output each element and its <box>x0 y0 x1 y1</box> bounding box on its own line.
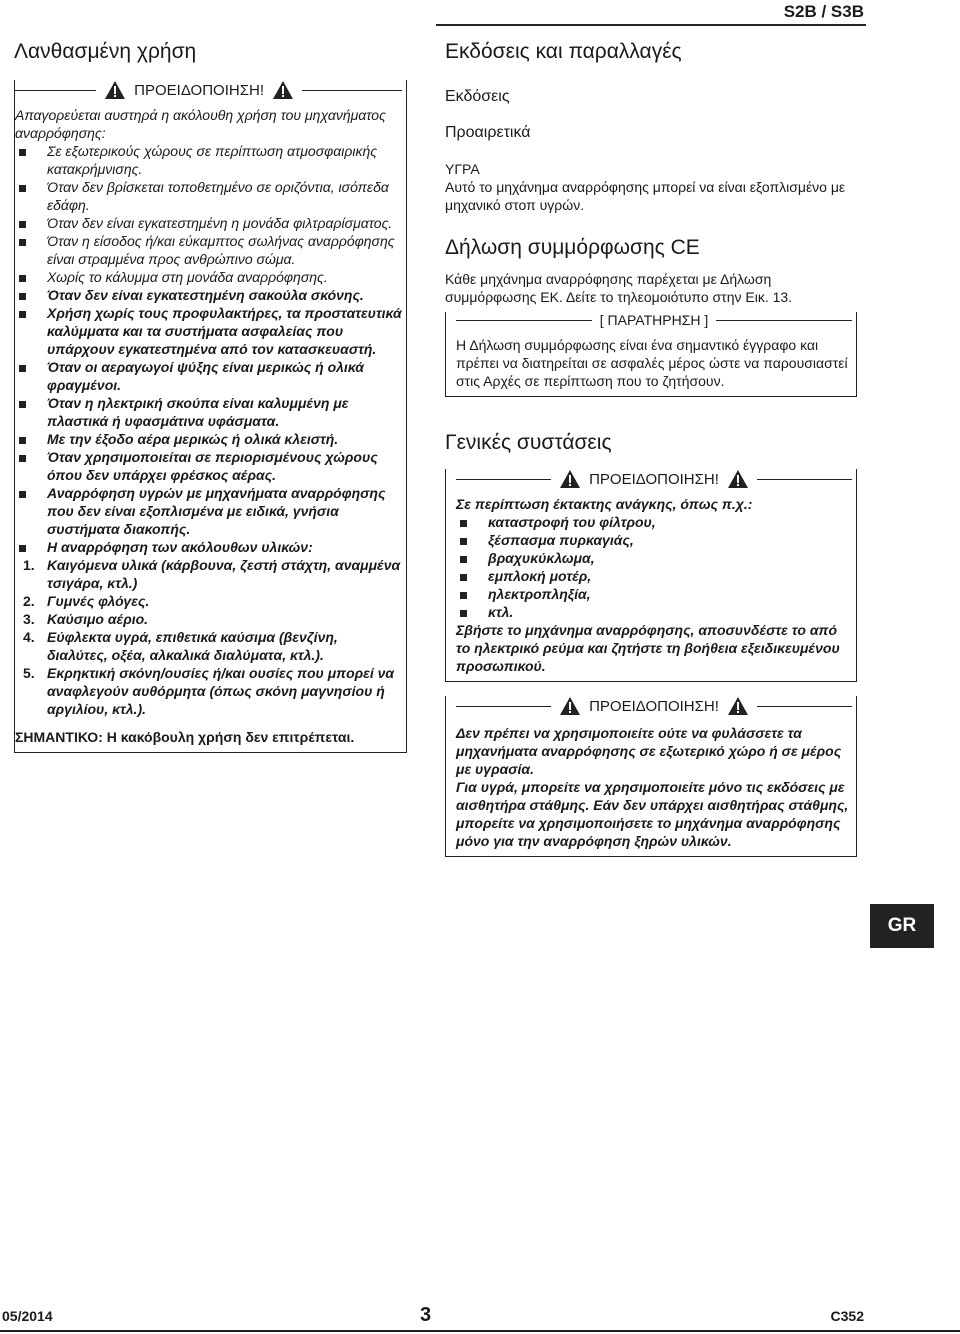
list-item <box>15 178 402 214</box>
right-title: Εκδόσεις και παραλλαγές <box>445 40 682 63</box>
emergency-box <box>445 469 857 682</box>
left-title: Λανθασμένη χρήση <box>14 40 197 63</box>
bullet-square-icon <box>15 358 47 394</box>
warning-body <box>15 106 402 746</box>
bullet-square-icon <box>15 232 47 268</box>
list-item <box>15 142 402 178</box>
header-rule <box>436 24 866 26</box>
misuse-list <box>15 142 402 556</box>
list-item <box>15 304 402 358</box>
bullet-square-icon <box>15 430 47 448</box>
list-item <box>456 531 852 549</box>
material-number: 1. <box>23 557 35 573</box>
misuse-intro: Απαγορεύεται αυστηρά η ακόλουθη χρήση του μηχανήματος αναρρόφησης: <box>15 107 386 141</box>
important-note: ΣΗΜΑΝΤΙΚΟ: Η κακόβουλη χρήση δεν επιτρέπεται. <box>15 729 355 745</box>
warning-triangle-icon <box>559 469 581 489</box>
list-item <box>15 448 402 484</box>
bullet-square-icon <box>15 484 47 538</box>
bullet-square-icon <box>15 178 47 214</box>
list-item <box>15 232 402 268</box>
list-item-text: εμπλοκή μοτέρ, <box>488 568 592 584</box>
warning-triangle-icon <box>559 696 581 716</box>
wet-warning-body <box>456 724 852 850</box>
list-item-text: βραχυκύκλωμα, <box>488 550 595 566</box>
list-item-text: Όταν η είσοδος ή/και εύκαμπτος σωλήνας αναρρόφησης είναι στραμμένα προς ανθρώπινο σώμα. <box>47 233 395 267</box>
material-text: Εύφλεκτα υγρά, επιθετικά καύσιμα (βενζίνη, διαλύτες, οξέα, αλκαλικά διαλύματα, κτλ.). <box>47 629 338 663</box>
material-text: Καύσιμο αέριο. <box>47 611 149 627</box>
list-item-text: Αναρρόφηση υγρών με μηχανήματα αναρρόφησης που δεν είναι εξοπλισμένα με ειδικά, γνήσια συστήματα διακοπής. <box>47 485 386 537</box>
language-tab: GR <box>870 904 934 948</box>
wet-label: ΥΓΡΑ <box>445 161 480 177</box>
list-item-text: κτλ. <box>488 604 514 620</box>
list-item-text: Χρήση χωρίς τους προφυλακτήρες, τα προστατευτικά καλύμματα και τα συστήματα ασφαλείας που υπάρχουν εγκατεστημένα από τον κατασκευαστή. <box>47 305 402 357</box>
material-number: 4. <box>23 629 35 645</box>
warning-triangle-icon <box>272 80 294 100</box>
list-item <box>456 603 852 621</box>
material-item <box>15 610 402 628</box>
material-item <box>15 664 402 718</box>
wet-warning-box <box>445 696 857 857</box>
list-item-text: Με την έξοδο αέρα μερικώς ή ολικά κλειστή. <box>47 431 339 447</box>
material-number: 5. <box>23 665 35 681</box>
bullet-square-icon <box>15 304 47 358</box>
emergency-action: Σβήστε το μηχάνημα αναρρόφησης, αποσυνδέστε το από το ηλεκτρικό ρεύμα και ζητήστε τη βοήθεια εξειδικευμένου προσωπικού. <box>456 622 840 674</box>
list-item <box>15 286 402 304</box>
bullet-square-icon <box>15 268 47 286</box>
warning-label: ΠΡΟΕΙΔΟΠΟΙΗΣΗ! <box>589 697 719 715</box>
material-number: 3. <box>23 611 35 627</box>
footer-date: 05/2014 <box>2 1308 53 1324</box>
emergency-body <box>456 495 852 675</box>
list-item <box>15 214 402 232</box>
list-item-text: ξέσπασμα πυρκαγιάς, <box>488 532 634 548</box>
emergency-list <box>456 513 852 621</box>
warning-header <box>456 469 852 489</box>
list-item <box>15 358 402 394</box>
footer-page-number: 3 <box>420 1304 432 1326</box>
right-column <box>445 40 857 857</box>
list-item-text: Όταν δεν είναι εγκατεστημένη σακούλα σκόνης. <box>47 287 364 303</box>
list-item <box>15 430 402 448</box>
wet-warning-2: Για υγρά, μπορείτε να χρησιμοποιείτε μόνο τις εκδόσεις με αισθητήρα στάθμης. Εάν δεν υπάρχει αισθητήρας στάθμης, μπορείτε να χρησιμοποιήσετε το μηχάνημα αναρρόφησης μόνο για την αναρρόφηση ξηρών υλικών. <box>456 779 849 849</box>
list-item-text: Όταν οι αεραγωγοί ψύξης είναι μερικώς ή ολικά φραγμένοι. <box>47 359 364 393</box>
list-item-text: καταστροφή του φίλτρου, <box>488 514 656 530</box>
ce-text: Κάθε μηχάνημα αναρρόφησης παρέχεται με Δήλωση συμμόρφωσης ΕΚ. Δείτε το τηλεομοιότυπο στην Εικ. 13. <box>445 271 793 305</box>
list-item-text: Η αναρρόφηση των ακόλουθων υλικών: <box>47 539 313 555</box>
wet-warning-1: Δεν πρέπει να χρησιμοποιείτε ούτε να φυλάσσετε τα μηχανήματα αναρρόφησης σε εξωτερικό χώρο ή σε μέρος με υγρασία. <box>456 725 842 777</box>
list-item <box>456 513 852 531</box>
material-item <box>15 556 402 592</box>
list-item-text: Χωρίς το κάλυμμα στη μονάδα αναρρόφησης. <box>47 269 328 285</box>
list-item-text: ηλεκτροπληξία, <box>488 586 591 602</box>
materials-list <box>15 556 402 718</box>
warning-triangle-icon <box>727 469 749 489</box>
bullet-square-icon <box>15 448 47 484</box>
bullet-square-icon <box>15 538 47 556</box>
wet-text: Αυτό το μηχάνημα αναρρόφησης μπορεί να είναι εξοπλισμένο με μηχανικό στοπ υγρών. <box>445 179 846 213</box>
warning-header <box>456 696 852 716</box>
list-item-text: Όταν χρησιμοποιείται σε περιορισμένους χώρους όπου δεν υπάρχει φρέσκος αέρας. <box>47 449 378 483</box>
note-text: Η Δήλωση συμμόρφωσης είναι ένα σημαντικό έγγραφο και πρέπει να διατηρείται σε ασφαλές μέρος ώστε να παρουσιαστεί στις Αρχές σε περίπτωση που το ζητήσουν. <box>456 337 848 389</box>
bullet-square-icon <box>15 214 47 232</box>
bullet-square-icon <box>456 549 488 567</box>
material-text: Καιγόμενα υλικά (κάρβουνα, ζεστή στάχτη, αναμμένα τσιγάρα, κτλ.) <box>47 557 401 591</box>
list-item <box>15 484 402 538</box>
model-label: S2B / S3B <box>783 2 864 21</box>
left-column <box>14 40 407 753</box>
list-item <box>15 394 402 430</box>
bullet-square-icon <box>456 513 488 531</box>
list-item <box>15 538 402 556</box>
warning-label: ΠΡΟΕΙΔΟΠΟΙΗΣΗ! <box>134 81 264 99</box>
warning-triangle-icon <box>727 696 749 716</box>
list-item-text: Σε εξωτερικούς χώρους σε περίπτωση ατμοσφαιρικής κατακρήμνισης. <box>47 143 378 177</box>
warning-triangle-icon <box>104 80 126 100</box>
bullet-square-icon <box>456 531 488 549</box>
bullet-square-icon <box>15 286 47 304</box>
list-item-text: Όταν δεν είναι εγκατεστημένη η μονάδα φιλτραρίσματος. <box>47 215 393 231</box>
bullet-square-icon <box>456 585 488 603</box>
list-item <box>15 268 402 286</box>
note-label: [ ΠΑΡΑΤΗΡΗΣΗ ] <box>599 312 709 328</box>
material-number: 2. <box>23 593 35 609</box>
material-item <box>15 592 402 610</box>
warning-label: ΠΡΟΕΙΔΟΠΟΙΗΣΗ! <box>589 470 719 488</box>
versions-heading: Εκδόσεις <box>445 88 510 105</box>
list-item-text: Όταν η ηλεκτρική σκούπα είναι καλυμμένη με πλαστικά ή υφασμάτινα υφάσματα. <box>47 395 349 429</box>
footer-rule <box>0 1330 960 1332</box>
material-item <box>15 628 402 664</box>
note-header <box>456 312 852 328</box>
bullet-square-icon <box>456 603 488 621</box>
general-title: Γενικές συστάσεις <box>445 431 612 454</box>
list-item <box>456 549 852 567</box>
ce-title: Δήλωση συμμόρφωσης CE <box>445 236 700 259</box>
note-box <box>445 312 857 397</box>
bullet-square-icon <box>15 394 47 430</box>
list-item <box>456 585 852 603</box>
bullet-square-icon <box>15 142 47 178</box>
left-warning-box <box>14 80 407 753</box>
footer-code: C352 <box>830 1308 864 1324</box>
material-text: Γυμνές φλόγες. <box>47 593 150 609</box>
list-item <box>456 567 852 585</box>
optional-heading: Προαιρετικά <box>445 124 531 141</box>
material-text: Εκρηκτική σκόνη/ουσίες ή/και ουσίες που μπορεί να αναφλεγούν αυθόρμητα (όπως σκόνη μαγνησίου ή αργιλίου, κτλ.). <box>47 665 395 717</box>
warning-header <box>15 80 402 100</box>
bullet-square-icon <box>456 567 488 585</box>
list-item-text: Όταν δεν βρίσκεται τοποθετημένο σε οριζόντια, ισόπεδα εδάφη. <box>47 179 389 213</box>
emergency-intro: Σε περίπτωση έκτακτης ανάγκης, όπως π.χ.: <box>456 496 753 512</box>
